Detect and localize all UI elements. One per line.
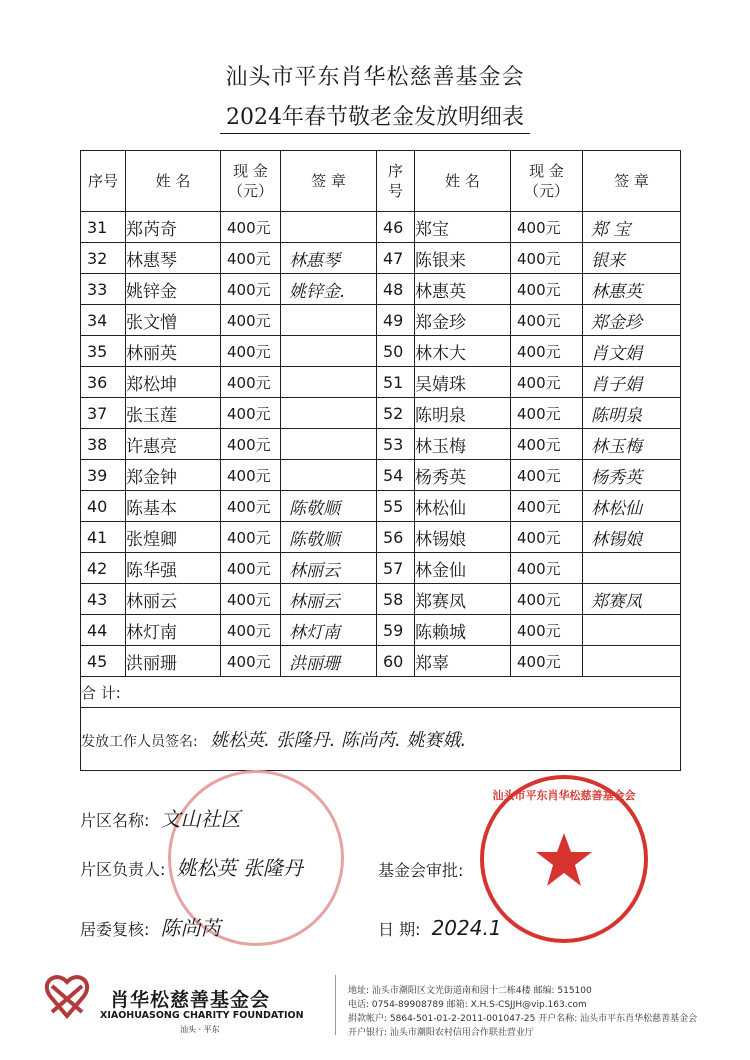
row-no: 45 — [81, 646, 126, 677]
row-cash-right: 400元 — [511, 460, 583, 491]
row-name: 林丽云 — [126, 584, 221, 615]
footer-org-sub: 汕头 · 平东 — [180, 1025, 220, 1034]
row-cash: 400元 — [221, 305, 281, 336]
row-cash-right: 400元 — [511, 367, 583, 398]
row-no: 34 — [81, 305, 126, 336]
header-name-right: 姓 名 — [415, 151, 511, 212]
row-name: 姚锌金 — [126, 274, 221, 305]
distribution-table — [80, 150, 681, 771]
footer-address: 地址: 汕头市潮阳区文光街道南和园十二栋4楼 邮编: 515100 — [348, 986, 592, 996]
leader-value: 姚松英 张隆丹 — [176, 856, 303, 880]
row-name-right: 陈银来 — [415, 243, 511, 274]
row-name: 陈华强 — [126, 553, 221, 584]
row-name: 陈基本 — [126, 491, 221, 522]
row-no-right: 48 — [377, 274, 415, 305]
row-cash: 400元 — [221, 522, 281, 553]
row-no-right: 53 — [377, 429, 415, 460]
row-no-right: 60 — [377, 646, 415, 677]
row-name-right: 林金仙 — [415, 553, 511, 584]
approval-field — [378, 858, 463, 881]
header-sign: 签 章 — [281, 151, 377, 212]
row-signature: 姚锌金. — [281, 274, 377, 305]
row-cash-right: 400元 — [511, 522, 583, 553]
row-signature-right: 郑金珍 — [583, 305, 681, 336]
row-cash: 400元 — [221, 646, 281, 677]
date-field — [378, 916, 502, 940]
row-name-right: 林惠英 — [415, 274, 511, 305]
row-signature-right — [583, 553, 681, 584]
row-signature-right: 林松仙 — [583, 491, 681, 522]
row-name: 张文憎 — [126, 305, 221, 336]
review-label: 居委复核: — [80, 920, 150, 939]
table-header-row — [81, 151, 681, 212]
table-row — [81, 522, 681, 553]
row-signature: 陈敬顺 — [281, 491, 377, 522]
row-signature — [281, 305, 377, 336]
row-cash: 400元 — [221, 274, 281, 305]
table-row — [81, 305, 681, 336]
table-row — [81, 491, 681, 522]
row-signature-right: 林玉梅 — [583, 429, 681, 460]
date-label: 日 期: — [378, 920, 421, 939]
row-name: 张玉莲 — [126, 398, 221, 429]
row-no-right: 55 — [377, 491, 415, 522]
row-signature — [281, 367, 377, 398]
row-no: 40 — [81, 491, 126, 522]
row-cash: 400元 — [221, 367, 281, 398]
row-cash: 400元 — [221, 460, 281, 491]
table-body — [81, 212, 681, 677]
review-value: 陈尚芮 — [160, 916, 221, 940]
row-cash-right: 400元 — [511, 398, 583, 429]
row-cash-right: 400元 — [511, 491, 583, 522]
row-no-right: 56 — [377, 522, 415, 553]
row-name-right: 杨秀英 — [415, 460, 511, 491]
row-signature-right: 肖文娟 — [583, 336, 681, 367]
row-cash-right: 400元 — [511, 305, 583, 336]
row-signature — [281, 336, 377, 367]
row-name-right: 林松仙 — [415, 491, 511, 522]
row-no-right: 50 — [377, 336, 415, 367]
row-cash: 400元 — [221, 243, 281, 274]
row-signature-right: 杨秀英 — [583, 460, 681, 491]
row-signature-right: 郑 宝 — [583, 212, 681, 243]
row-no-right: 54 — [377, 460, 415, 491]
row-cash: 400元 — [221, 212, 281, 243]
row-signature: 林丽云 — [281, 553, 377, 584]
row-name-right: 郑赛凤 — [415, 584, 511, 615]
row-signature — [281, 212, 377, 243]
table-row — [81, 398, 681, 429]
staff-signature: 姚松英. 张隆丹. 陈尚芮. 姚赛娥. — [210, 730, 467, 751]
header-no: 序号 — [81, 151, 126, 212]
foundation-stamp — [480, 775, 648, 943]
row-cash-right: 400元 — [511, 336, 583, 367]
row-no-right: 46 — [377, 212, 415, 243]
total-row — [81, 677, 681, 708]
row-no: 32 — [81, 243, 126, 274]
row-signature-right: 林惠英 — [583, 274, 681, 305]
row-signature-right: 银来 — [583, 243, 681, 274]
table-row — [81, 274, 681, 305]
row-no: 31 — [81, 212, 126, 243]
row-no: 41 — [81, 522, 126, 553]
document-subtitle: 2024年春节敬老金发放明细表 — [0, 100, 750, 131]
star-icon — [534, 831, 594, 889]
table-row — [81, 336, 681, 367]
footer-phone: 电话: 0754-89908789 邮箱: X.H.S-CSJJH@vip.163.com — [348, 1000, 587, 1010]
row-cash-right: 400元 — [511, 615, 583, 646]
row-signature-right: 肖子娟 — [583, 367, 681, 398]
row-name-right: 郑金珍 — [415, 305, 511, 336]
table-row — [81, 367, 681, 398]
foundation-logo-icon — [38, 972, 96, 1030]
row-name-right: 吴婧珠 — [415, 367, 511, 398]
row-cash-right: 400元 — [511, 646, 583, 677]
header-sign-right: 签 章 — [583, 151, 681, 212]
header-cash: 现 金 （元） — [221, 151, 281, 212]
row-no: 39 — [81, 460, 126, 491]
table-row — [81, 460, 681, 491]
row-signature: 洪丽珊 — [281, 646, 377, 677]
row-signature: 陈敬顺 — [281, 522, 377, 553]
table-row — [81, 212, 681, 243]
row-no-right: 49 — [377, 305, 415, 336]
header-cash-right: 现 金 （元） — [511, 151, 583, 212]
row-cash-right: 400元 — [511, 274, 583, 305]
leader-field — [80, 852, 303, 881]
review-field — [80, 912, 221, 941]
row-cash-right: 400元 — [511, 212, 583, 243]
row-no-right: 59 — [377, 615, 415, 646]
row-name-right: 林木大 — [415, 336, 511, 367]
row-cash-right: 400元 — [511, 584, 583, 615]
row-signature-right — [583, 615, 681, 646]
leader-label: 片区负责人: — [80, 860, 166, 879]
table-row — [81, 615, 681, 646]
row-no: 38 — [81, 429, 126, 460]
date-value: 2024.1 — [431, 916, 502, 940]
row-name: 许惠亮 — [126, 429, 221, 460]
row-name: 林惠琴 — [126, 243, 221, 274]
stamp-text: 汕头市平东肖华松慈善基金会 — [492, 789, 636, 802]
row-name-right: 林玉梅 — [415, 429, 511, 460]
district-field — [80, 803, 241, 832]
row-name: 郑金钟 — [126, 460, 221, 491]
footer-org-en: XIAOHUASONG CHARITY FOUNDATION — [100, 1010, 304, 1021]
row-cash-right: 400元 — [511, 429, 583, 460]
footer-account: 捐款帐户: 5864-501-01-2-2011-001047-25 开户名称: 汕头市平东肖华松慈善基金会 — [348, 1014, 698, 1024]
row-no-right: 47 — [377, 243, 415, 274]
header-no-right: 序 号 — [377, 151, 415, 212]
row-signature-right: 林锡娘 — [583, 522, 681, 553]
row-name-right: 陈明泉 — [415, 398, 511, 429]
row-no-right: 58 — [377, 584, 415, 615]
row-signature — [281, 429, 377, 460]
row-signature — [281, 460, 377, 491]
row-cash: 400元 — [221, 553, 281, 584]
row-no: 42 — [81, 553, 126, 584]
row-name: 郑芮奇 — [126, 212, 221, 243]
row-no: 36 — [81, 367, 126, 398]
district-label: 片区名称: — [80, 811, 150, 830]
total-label: 合 计: — [81, 677, 681, 708]
row-cash: 400元 — [221, 398, 281, 429]
footer-bank: 开户银行: 汕头市潮阳农村信用合作联社营业厅 — [348, 1028, 534, 1038]
table-row — [81, 584, 681, 615]
row-no-right: 52 — [377, 398, 415, 429]
header-name: 姓 名 — [126, 151, 221, 212]
footer-divider — [335, 975, 336, 1035]
row-no: 43 — [81, 584, 126, 615]
row-name-right: 郑辜 — [415, 646, 511, 677]
row-name: 洪丽珊 — [126, 646, 221, 677]
row-signature: 林灯南 — [281, 615, 377, 646]
document-title: 汕头市平东肖华松慈善基金会 — [225, 65, 525, 90]
row-signature-right: 陈明泉 — [583, 398, 681, 429]
row-name: 林丽英 — [126, 336, 221, 367]
staff-row — [81, 708, 681, 771]
row-cash-right: 400元 — [511, 243, 583, 274]
row-no: 44 — [81, 615, 126, 646]
staff-label: 发放工作人员签名: — [81, 734, 198, 750]
row-signature: 林丽云 — [281, 584, 377, 615]
row-signature-right — [583, 646, 681, 677]
row-name: 张煌卿 — [126, 522, 221, 553]
row-cash-right: 400元 — [511, 553, 583, 584]
district-value: 文山社区 — [160, 807, 241, 831]
row-no: 37 — [81, 398, 126, 429]
row-name: 郑松坤 — [126, 367, 221, 398]
table-row — [81, 429, 681, 460]
table-row — [81, 646, 681, 677]
row-no-right: 57 — [377, 553, 415, 584]
row-signature-right: 郑赛凤 — [583, 584, 681, 615]
row-name-right: 郑宝 — [415, 212, 511, 243]
row-name: 林灯南 — [126, 615, 221, 646]
staff-cell — [81, 708, 681, 771]
table-row — [81, 243, 681, 274]
row-name-right: 林锡娘 — [415, 522, 511, 553]
row-cash: 400元 — [221, 584, 281, 615]
row-cash: 400元 — [221, 615, 281, 646]
approval-label: 基金会审批: — [378, 861, 464, 880]
footer-org-name: 肖华松慈善基金会 — [110, 989, 271, 1011]
row-no: 33 — [81, 274, 126, 305]
row-signature — [281, 398, 377, 429]
row-no: 35 — [81, 336, 126, 367]
row-cash: 400元 — [221, 491, 281, 522]
row-cash: 400元 — [221, 336, 281, 367]
table-row — [81, 553, 681, 584]
row-cash: 400元 — [221, 429, 281, 460]
row-no-right: 51 — [377, 367, 415, 398]
row-signature: 林惠琴 — [281, 243, 377, 274]
row-name-right: 陈赖城 — [415, 615, 511, 646]
